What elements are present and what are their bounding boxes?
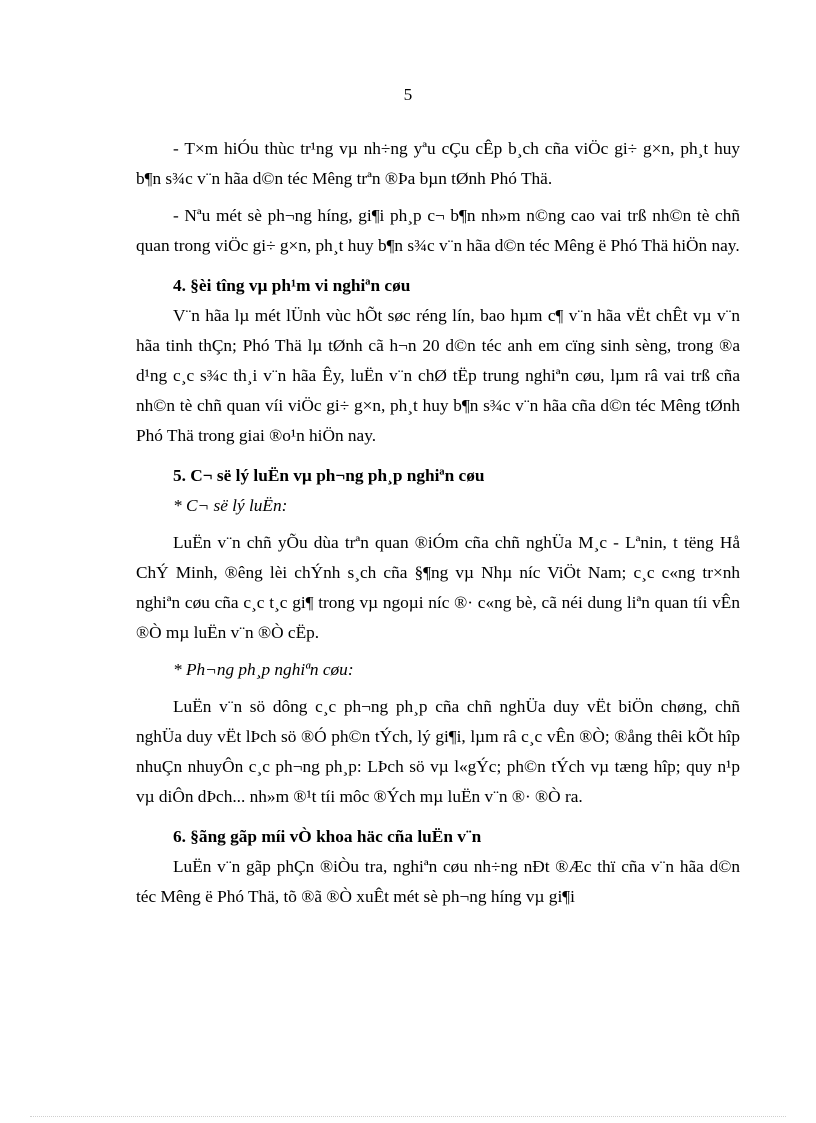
section-heading-5: 5. C¬ së lý luËn vµ ph¬ng ph¸p nghiªn cøu	[173, 466, 485, 485]
page-content	[136, 134, 740, 912]
objective-paragraph-1: - T×m hiÓu thùc tr¹ng vµ nh÷ng yªu cÇu cÊp b¸ch cña viÖc gi÷ g×n, ph¸t huy b¶n s¾c v¨n hãa d©n téc Mêng trªn ®Þa bµn tØnh Phó Thä.	[136, 139, 740, 188]
section-heading-4: 4. §èi tîng vµ ph¹m vi nghiªn cøu	[173, 276, 411, 295]
objective-paragraph-2: - Nªu mét sè ph¬ng híng, gi¶i ph¸p c¬ b¶n nh»m n©ng cao vai trß nh©n tè chñ quan trong viÖc gi÷ g×n, ph¸t huy b¶n s¾c v¨n hãa d©n téc Mêng ë Phó Thä hiÖn nay.	[136, 206, 740, 255]
research-methods-paragraph: LuËn v¨n sö dông c¸c ph¬ng ph¸p cña chñ nghÜa duy vËt biÖn chøng, chñ nghÜa duy vËt lÞch sö ®Ó ph©n tÝch, lý gi¶i, lµm râ c¸c vÊn ®Ò; ®ång thêi kÕt hîp nhuÇn nhuyÔn c¸c ph¬ng ph¸p: LÞch sö vµ l«gÝc; ph©n tÝch vµ tæng hîp; quy n¹p vµ diÔn dÞch... nh»m ®¹t tíi môc ®Ých mµ luËn v¨n ®· ®Ò ra.	[136, 697, 740, 806]
contribution-paragraph: LuËn v¨n gãp phÇn ®iÒu tra, nghiªn cøu nh÷ng nÐt ®Æc thï cña v¨n hãa d©n téc Mêng ë Phó Thä, tõ ®ã ®Ò xuÊt mét sè ph¬ng híng vµ gi¶i	[136, 857, 740, 906]
page-number: 5	[403, 85, 413, 104]
theoretical-basis-paragraph: LuËn v¨n chñ yÕu dùa trªn quan ®iÓm cña chñ nghÜa M¸c - Lªnin, t tëng Hå ChÝ Minh, ®êng lèi chÝnh s¸ch cña §¶ng vµ Nhµ níc ViÖt Nam; c¸c c«ng tr×nh nghiªn cøu cña c¸c t¸c gi¶ trong vµ ngoµi níc ®· c«ng bè, cã néi dung liªn quan tíi vÊn ®Ò mµ luËn v¨n ®Ò cËp.	[136, 533, 740, 642]
section-heading-6: 6. §ãng gãp míi vÒ khoa häc cña luËn v¨n	[173, 827, 482, 846]
subheading-theoretical-basis: * C¬ së lý luËn:	[173, 496, 288, 515]
scope-paragraph: V¨n hãa lµ mét lÜnh vùc hÕt søc réng lín, bao hµm c¶ v¨n hãa vËt chÊt vµ v¨n hãa tinh thÇn; Phó Thä lµ tØnh cã h¬n 20 d©n téc anh em cïng sinh sèng, trong ®a d¹ng c¸c s¾c th¸i v¨n hãa Êy, luËn v¨n chØ tËp trung nghiªn cøu, lµm râ vai trß cña nh©n tè chñ quan víi viÖc gi÷ g×n, ph¸t huy b¶n s¾c v¨n hãa cña d©n téc Mêng tØnh Phó Thä trong giai ®o¹n hiÖn nay.	[136, 306, 740, 445]
subheading-research-methods: * Ph¬ng ph¸p nghiªn cøu:	[173, 660, 354, 679]
page-bottom-rule	[30, 1116, 786, 1117]
